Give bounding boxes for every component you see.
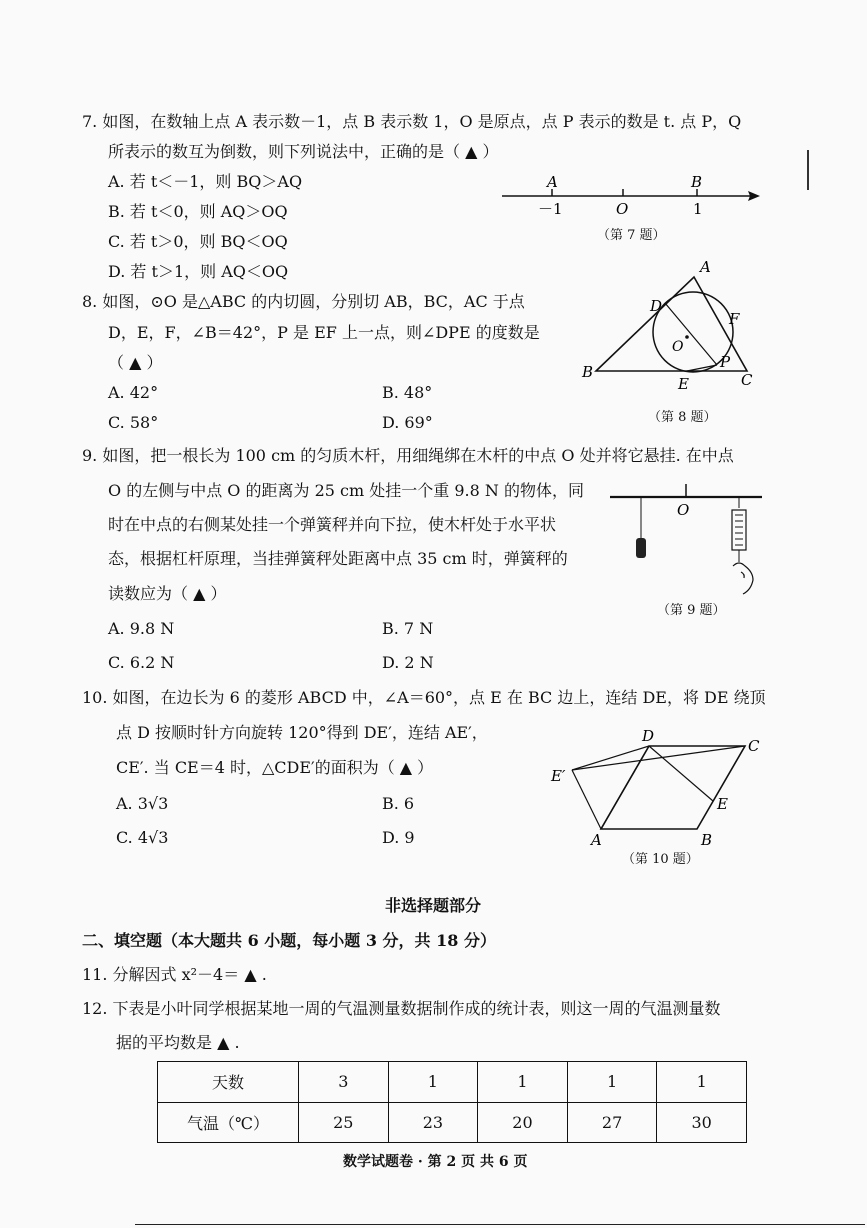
q9-stem-line2: O 的左侧与中点 O 的距离为 25 cm 处挂一个重 9.8 N 的物体，同 bbox=[108, 481, 584, 500]
q10-stem-line3: CE′. 当 CE＝4 时，△CDE′的面积为（ ▲ ） bbox=[116, 758, 434, 777]
table-cell: 3 bbox=[299, 1062, 389, 1103]
q10-option-b: B. 6 bbox=[382, 794, 415, 813]
table-cell: 20 bbox=[478, 1102, 568, 1143]
q8-option-b: B. 48° bbox=[382, 383, 433, 402]
q10-option-a: A. 3√3 bbox=[116, 794, 169, 813]
table-cell: 气温（℃） bbox=[158, 1102, 299, 1143]
q8-label-e: E bbox=[678, 375, 689, 393]
q9-stem-line5: 读数应为（ ▲ ） bbox=[108, 584, 227, 603]
q7-tick-minus1: －1 bbox=[538, 200, 563, 218]
table-cell: 27 bbox=[567, 1102, 657, 1143]
q9-caption: （第 9 题） bbox=[657, 603, 726, 618]
q8-label-a: A bbox=[700, 258, 711, 276]
table-cell: 1 bbox=[388, 1062, 478, 1103]
table-cell: 天数 bbox=[158, 1062, 299, 1103]
q8-option-a: A. 42° bbox=[108, 383, 159, 402]
q7-stem-line1: 7. 如图，在数轴上点 A 表示数－1，点 B 表示数 1，O 是原点，点 P 表示的数是 t. 点 P，Q bbox=[82, 112, 742, 131]
q9-option-c: C. 6.2 N bbox=[108, 653, 175, 672]
q8-label-p: P bbox=[720, 353, 731, 371]
table-cell: 1 bbox=[478, 1062, 568, 1103]
q7-option-c: C. 若 t＞0，则 BQ＜OQ bbox=[108, 232, 288, 251]
q10-option-d: D. 9 bbox=[382, 828, 415, 847]
q10-label-e: E bbox=[717, 795, 728, 813]
q7-option-a: A. 若 t＜－1，则 BQ＞AQ bbox=[108, 172, 303, 191]
q9-stem-line1: 9. 如图，把一根长为 100 cm 的匀质木杆，用细绳绑在木杆的中点 O 处并将它悬挂. 在中点 bbox=[82, 446, 734, 465]
q8-stem-line2: D，E，F，∠B＝42°，P 是 EF 上一点，则∠DPE 的度数是 bbox=[108, 323, 540, 342]
q9-stem-line4: 态，根据杠杆原理，当挂弹簧秤处距离中点 35 cm 时，弹簧秤的 bbox=[108, 549, 568, 568]
q10-label-b: B bbox=[701, 831, 713, 849]
section2-heading: 二、填空题（本大题共 6 小题，每小题 3 分，共 18 分） bbox=[82, 931, 496, 950]
table-cell: 1 bbox=[567, 1062, 657, 1103]
q8-option-c: C. 58° bbox=[108, 413, 159, 432]
q10-label-d: D bbox=[642, 727, 655, 745]
q7-option-d: D. 若 t＞1，则 AQ＜OQ bbox=[108, 262, 289, 281]
q7-stem-line2: 所表示的数互为倒数，则下列说法中，正确的是（ ▲ ） bbox=[108, 142, 499, 161]
q8-stem-line3: （ ▲ ） bbox=[108, 353, 163, 372]
q7-label-b: B bbox=[691, 173, 703, 191]
q8-stem-line1: 8. 如图，⊙O 是△ABC 的内切圆，分别切 AB，BC，AC 于点 bbox=[82, 292, 525, 311]
q11-stem: 11. 分解因式 x²－4＝ ▲ . bbox=[82, 965, 267, 984]
part2-heading: 非选择题部分 bbox=[385, 896, 482, 915]
q7-label-a: A bbox=[547, 173, 558, 191]
q10-label-c: C bbox=[748, 737, 760, 755]
q7-tick-1: 1 bbox=[693, 200, 703, 218]
q9-option-a: A. 9.8 N bbox=[108, 619, 175, 638]
q12-stem-line2: 据的平均数是 ▲ . bbox=[116, 1033, 240, 1052]
table-cell: 25 bbox=[299, 1102, 389, 1143]
table-cell: 30 bbox=[657, 1102, 747, 1143]
q7-tick-origin: O bbox=[616, 200, 629, 218]
q9-label-o: O bbox=[677, 501, 690, 519]
q10-label-e-prime: E′ bbox=[551, 767, 566, 785]
q12-stem-line1: 12. 下表是小叶同学根据某地一周的气温测量数据制作成的统计表，则这一周的气温测量数 bbox=[82, 999, 721, 1018]
q8-label-f: F bbox=[729, 310, 740, 328]
q8-option-d: D. 69° bbox=[382, 413, 433, 432]
q9-stem-line3: 时在中点的右侧某处挂一个弹簧秤并向下拉，使木杆处于水平状 bbox=[108, 515, 557, 534]
q10-caption: （第 10 题） bbox=[622, 852, 699, 867]
q9-option-b: B. 7 N bbox=[382, 619, 434, 638]
q8-label-b: B bbox=[582, 363, 594, 381]
table-cell: 23 bbox=[388, 1102, 478, 1143]
q8-label-c: C bbox=[741, 371, 753, 389]
bottom-rule bbox=[135, 1224, 865, 1225]
table-row bbox=[158, 1062, 747, 1103]
q9-option-d: D. 2 N bbox=[382, 653, 434, 672]
q8-label-d: D bbox=[650, 297, 663, 315]
page-footer: 数学试题卷 · 第 2 页 共 6 页 bbox=[343, 1154, 528, 1170]
q8-caption: （第 8 题） bbox=[648, 410, 717, 425]
q10-option-c: C. 4√3 bbox=[116, 828, 169, 847]
q12-temperature-table bbox=[157, 1061, 747, 1143]
q10-stem-line2: 点 D 按顺时针方向旋转 120°得到 DE′，连结 AE′， bbox=[116, 723, 488, 742]
q7-option-b: B. 若 t＜0，则 AQ＞OQ bbox=[108, 202, 288, 221]
q10-label-a: A bbox=[591, 831, 602, 849]
q10-stem-line1: 10. 如图，在边长为 6 的菱形 ABCD 中，∠A＝60°，点 E 在 BC 边上，连结 DE，将 DE 绕顶 bbox=[82, 688, 766, 707]
q8-label-o: O bbox=[672, 339, 684, 355]
table-cell: 1 bbox=[657, 1062, 747, 1103]
table-row bbox=[158, 1102, 747, 1143]
q7-caption: （第 7 题） bbox=[597, 228, 666, 243]
